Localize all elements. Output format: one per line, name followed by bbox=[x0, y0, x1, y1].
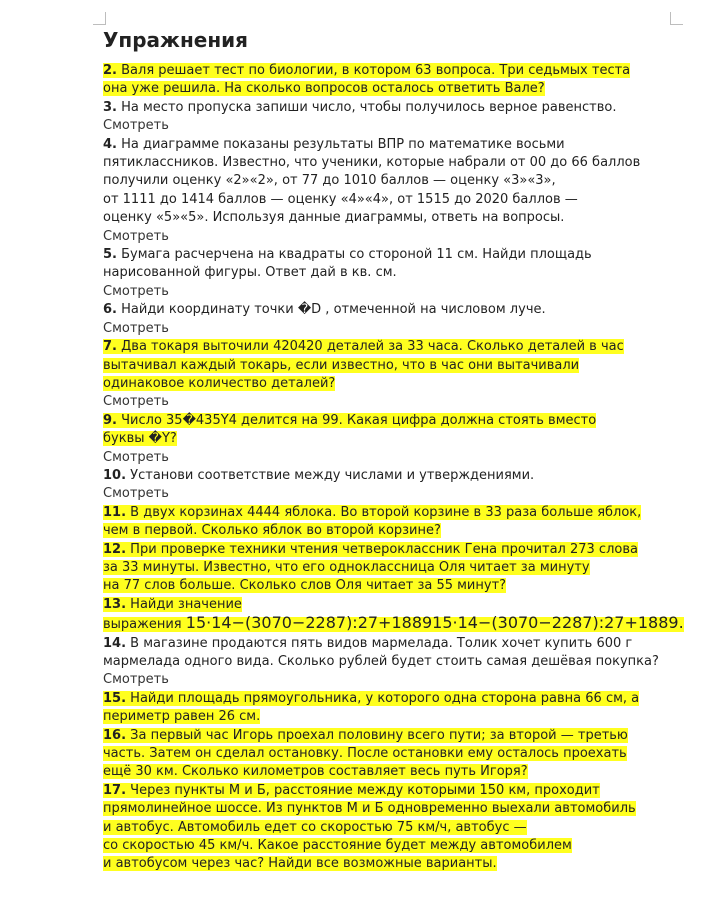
look-link[interactable]: Смотреть bbox=[103, 228, 169, 244]
exercise-number: 10. bbox=[103, 467, 127, 483]
exercise-text: оценку «5»«5». Используя данные диаграммы, ответь на вопросы. bbox=[103, 210, 565, 226]
exercise-text: Число 35�435Y4 делится на 99. Какая цифра должна стоять вместо bbox=[121, 412, 597, 428]
exercise-number: 5. bbox=[103, 247, 117, 263]
exercise-text: В магазине продаются пять видов мармелада. Толик хочет купить 600 г bbox=[130, 635, 633, 651]
look-link[interactable]: Смотреть bbox=[103, 486, 169, 502]
exercise-number: 17. bbox=[103, 782, 127, 798]
exercise-text: вытачивал каждый токарь, если известно, что в час они вытачивали bbox=[103, 357, 580, 373]
exercise-number: 12. bbox=[103, 541, 127, 557]
exercise-text: В двух корзинах 4444 яблока. Во второй корзине в 33 раза больше яблок, bbox=[130, 504, 642, 520]
look-link[interactable]: Смотреть bbox=[103, 449, 169, 465]
look-link[interactable]: Смотреть bbox=[103, 672, 169, 688]
exercise-number: 14. bbox=[103, 635, 127, 651]
exercise-text: буквы �Y? bbox=[103, 431, 177, 447]
exercise-14 bbox=[103, 635, 703, 690]
exercise-17 bbox=[103, 782, 703, 874]
exercise-number: 15. bbox=[103, 690, 127, 706]
exercise-text: За первый час Игорь проехал половину всего пути; за второй — третью bbox=[130, 727, 628, 743]
exercise-12 bbox=[103, 541, 703, 596]
exercise-text: пятиклассников. Известно, что ученики, которые набрали от 00 до 66 баллов bbox=[103, 155, 641, 171]
exercise-number: 7. bbox=[103, 339, 117, 355]
exercise-text: Валя решает тест по биологии, в котором 63 вопроса. Три седьмых теста bbox=[121, 63, 631, 78]
page-title: Упражнения bbox=[103, 28, 249, 52]
exercise-text: одинаковое количество деталей? bbox=[103, 375, 336, 391]
exercise-10 bbox=[103, 467, 703, 504]
exercise-4 bbox=[103, 136, 703, 246]
exercise-text: на 77 слов больше. Сколько слов Оля читает за 55 минут? bbox=[103, 578, 507, 594]
exercise-text: Через пункты М и Б, расстояние между которыми 150 км, проходит bbox=[130, 782, 600, 798]
exercise-7 bbox=[103, 338, 703, 412]
look-link[interactable]: Смотреть bbox=[103, 320, 169, 336]
exercise-text: часть. Затем он сделал остановку. После остановки ему осталось проехать bbox=[103, 746, 627, 762]
exercise-text: от 1111 до 1414 баллов — оценку «4»«4», от 1515 до 2020 баллов — bbox=[103, 191, 578, 207]
exercise-text: Установи соответствие между числами и утверждениями. bbox=[130, 467, 535, 483]
exercise-text: чем в первой. Сколько яблок во второй корзине? bbox=[103, 523, 441, 539]
look-link[interactable]: Смотреть bbox=[103, 118, 169, 134]
exercise-text: она уже решила. На сколько вопросов осталось ответить Вале? bbox=[103, 81, 545, 97]
exercise-number: 9. bbox=[103, 412, 117, 428]
exercise-3 bbox=[103, 99, 703, 136]
exercise-number: 3. bbox=[103, 99, 117, 115]
exercise-13 bbox=[103, 596, 703, 635]
exercise-text: При проверке техники чтения четвероклассник Гена прочитал 273 слова bbox=[130, 541, 638, 557]
exercise-text: Найди координату точки �D , отмеченной на числовом луче. bbox=[121, 302, 546, 318]
exercise-text: На диаграмме показаны результаты ВПР по математике восьми bbox=[121, 136, 565, 152]
exercise-16 bbox=[103, 727, 703, 782]
exercise-text: и автобусом через час? Найди все возможные варианты. bbox=[103, 856, 497, 872]
exercise-9 bbox=[103, 412, 703, 467]
exercise-text: получили оценку «2»«2», от 77 до 1010 баллов — оценку «3»«3», bbox=[103, 173, 556, 189]
exercise-text: мармелада одного вида. Сколько рублей будет стоить самая дешёвая покупка? bbox=[103, 654, 659, 669]
exercise-number: 4. bbox=[103, 136, 117, 152]
page-corner-mark-left bbox=[93, 12, 106, 25]
exercise-text: прямолинейное шоссе. Из пунктов М и Б одновременно выехали автомобиль bbox=[103, 801, 636, 817]
exercise-text: ещё 30 км. Сколько километров составляет весь путь Игоря? bbox=[103, 764, 528, 780]
math-expression: 15·14−(3070−2287):27+188915·14−(3070−2287):27+1889. bbox=[185, 613, 684, 633]
exercise-11 bbox=[103, 504, 703, 541]
look-link[interactable]: Смотреть bbox=[103, 283, 169, 299]
exercise-text: и автобус. Автомобиль едет со скоростью 75 км/ч, автобус — bbox=[103, 819, 527, 835]
exercise-6 bbox=[103, 301, 703, 338]
exercise-text: На место пропуска запиши число, чтобы получилось верное равенство. bbox=[121, 99, 617, 115]
look-link[interactable]: Смотреть bbox=[103, 394, 169, 410]
exercise-text: периметр равен 26 см. bbox=[103, 709, 261, 725]
exercise-text: со скоростью 45 км/ч. Какое расстояние будет между автомобилем bbox=[103, 838, 572, 854]
exercise-number: 2. bbox=[103, 63, 117, 78]
exercise-number: 6. bbox=[103, 302, 117, 318]
exercise-number: 13. bbox=[103, 596, 127, 612]
exercise-text: выражения bbox=[103, 617, 186, 633]
exercise-text: за 33 минуты. Известно, что его одноклассница Оля читает за минуту bbox=[103, 559, 590, 575]
exercise-text: нарисованной фигуры. Ответ дай в кв. см. bbox=[103, 265, 397, 281]
exercise-text: Бумага расчерчена на квадраты со стороной 11 см. Найди площадь bbox=[121, 247, 592, 263]
page-corner-mark-right bbox=[670, 12, 683, 25]
exercise-5 bbox=[103, 246, 703, 301]
exercise-text: Найди значение bbox=[130, 596, 242, 612]
document-page bbox=[103, 28, 703, 874]
exercise-number: 11. bbox=[103, 504, 127, 520]
exercise-text: Найди площадь прямоугольника, у которого одна сторона равна 66 см, а bbox=[130, 690, 640, 706]
exercise-list bbox=[103, 62, 703, 874]
exercise-text: Два токаря выточили 420420 деталей за 33 часа. Сколько деталей в час bbox=[121, 339, 624, 355]
exercise-15 bbox=[103, 690, 703, 727]
exercise-2 bbox=[103, 62, 703, 99]
exercise-number: 16. bbox=[103, 727, 127, 743]
